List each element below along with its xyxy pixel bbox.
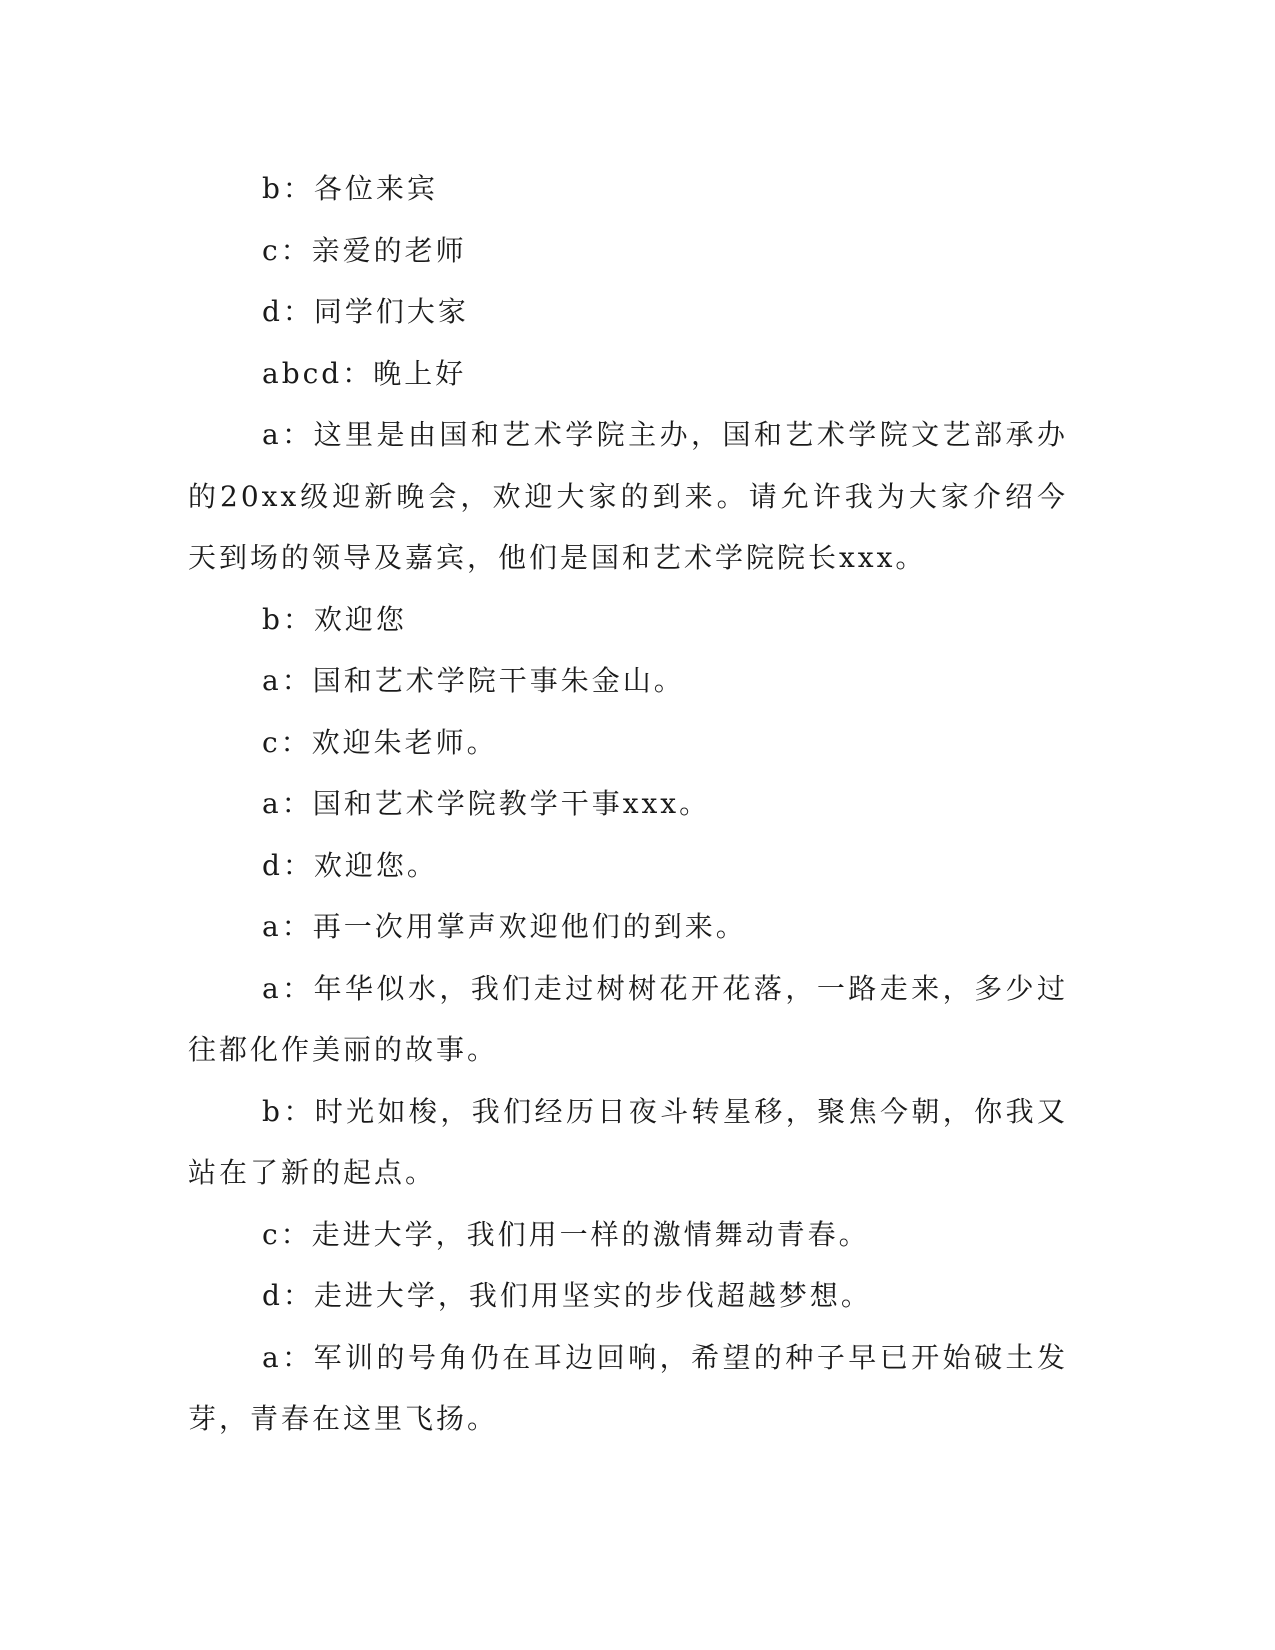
paragraph: d：同学们大家 — [262, 295, 469, 328]
paragraph: b：各位来宾 — [262, 172, 438, 205]
document-body — [188, 158, 1068, 1450]
paragraph: c：欢迎朱老师。 — [262, 725, 498, 759]
paragraph: c：亲爱的老师 — [262, 233, 467, 267]
paragraph: a：年华似水，我们走过树树花开花落，一路走来，多少过往都化作美丽的故事。 — [188, 971, 1068, 1066]
paragraph: a：军训的号角仍在耳边回响，希望的种子早已开始破土发芽，青春在这里飞扬。 — [188, 1340, 1068, 1435]
paragraph: abcd：晚上好 — [262, 356, 467, 390]
paragraph: d：欢迎您。 — [262, 848, 438, 882]
paragraph: a：国和艺术学院教学干事xxx。 — [262, 787, 711, 820]
paragraph: d：走进大学，我们用坚实的步伐超越梦想。 — [262, 1279, 872, 1312]
paragraph: a：再一次用掌声欢迎他们的到来。 — [262, 910, 747, 943]
paragraph: a：国和艺术学院干事朱金山。 — [262, 664, 685, 697]
paragraph: a：这里是由国和艺术学院主办，国和艺术学院文艺部承办的20xx级迎新晚会，欢迎大家的到来。请允许我为大家介绍今天到场的领导及嘉宾，他们是国和艺术学院院长xxx。 — [188, 418, 1068, 574]
paragraph: b：时光如梭，我们经历日夜斗转星移，聚焦今朝，你我又站在了新的起点。 — [188, 1094, 1068, 1189]
paragraph: c：走进大学，我们用一样的激情舞动青春。 — [262, 1217, 870, 1251]
paragraph: b：欢迎您 — [262, 602, 407, 636]
